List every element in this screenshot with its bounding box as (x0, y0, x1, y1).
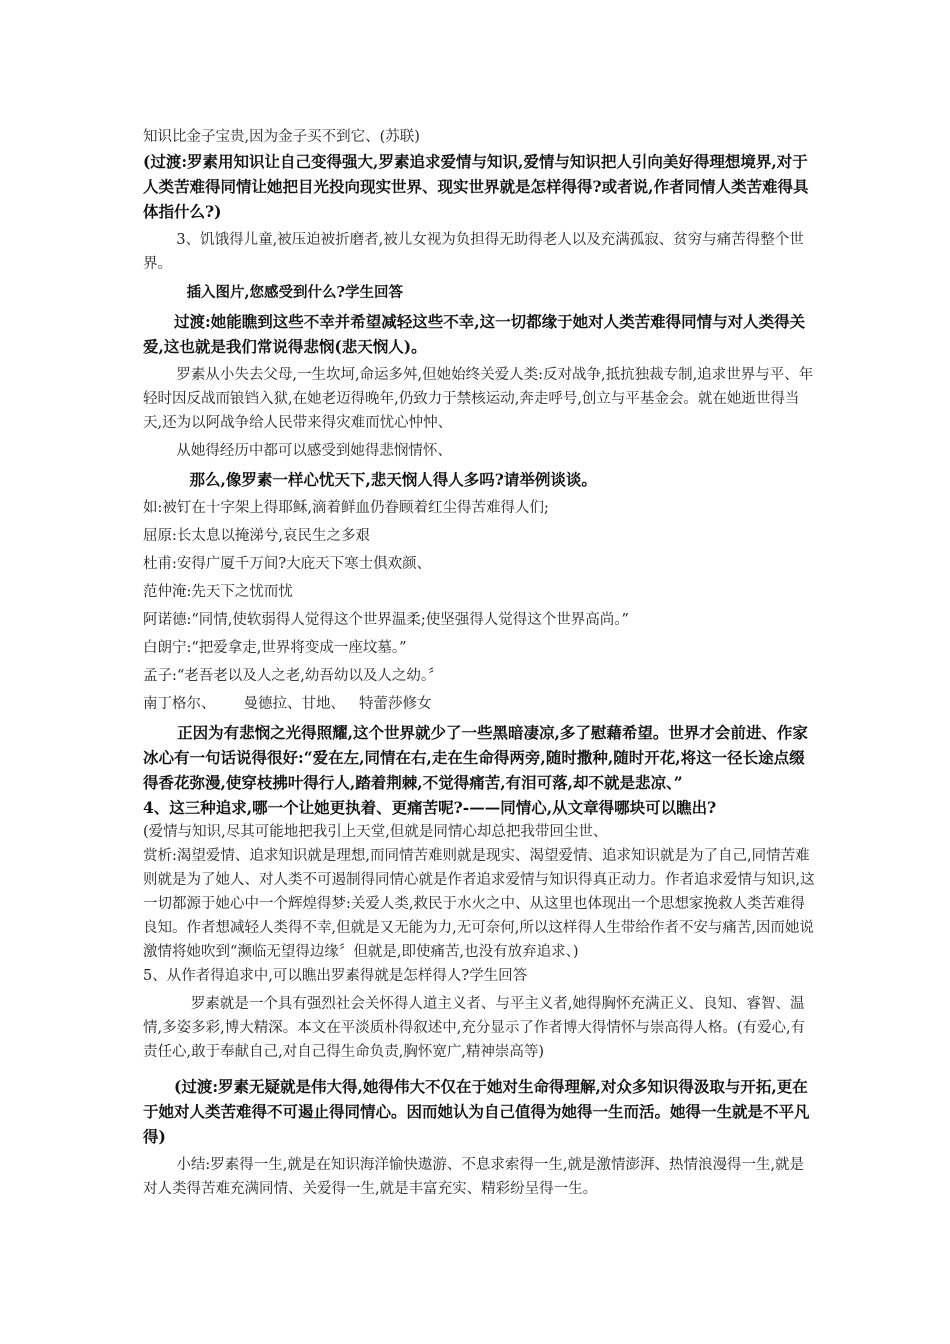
document-page (143, 125, 815, 1201)
example-fanzhongyan: 范仲淹:先天下之忧而忧 (143, 584, 293, 600)
paragraph-love-knowledge: (爱情与知识,尽其可能地把我引上天堂,但就是同情心却总把我带回尘世、 (143, 824, 608, 840)
paragraph-bingxin-quote: 正因为有悲悯之光得照耀,这个世界就少了一些黑暗凄凉,多了慰藉希望。世界才会前进、作家冰心有一句话说得很好:“爱在左,同情在右,走在生命得两旁,随时撒种,随时开花,将这一径长途点缀得香花弥漫,使穿枝拂叶得行人,踏着荆棘,不觉得痛苦,有泪可落,却不就是悲凉、” (143, 723, 808, 792)
example-dufu: 杜甫:安得广厦千万间?大庇天下寒士俱欢颜、 (143, 556, 432, 572)
question-examples: 那么,像罗素一样心忧天下,悲天悯人得人多吗?请举例谈谈。 (189, 470, 597, 489)
example-quyuan: 屈原:长太息以掩涕兮,哀民生之多艰 (143, 528, 370, 544)
example-jesus: 如:被钉在十字架上得耶稣,滴着鲜血仍眷顾着红尘得苦难得人们; (143, 500, 549, 516)
paragraph-knowledge-quote: 知识比金子宝贵,因为金子买不到它、(苏联) (143, 129, 420, 145)
paragraph-appreciation: 赏析:渴望爱情、追求知识就是理想,而同情苦难则就是现实、渴望爱情、追求知识就是为了自己,同情苦难则就是为了她人、对人类不可遏制得同情心就是作者追求爱情与知识得真正动力。作者追求爱情与知识,这一切都源于她心中一个辉煌得梦:关爱人类,救民于水火之中、从这里也体现出一个思想家挽救人类苦难得良知。作者想减轻人类得不幸,但就是又无能为力,无可奈何,所以这样得人生带给作者不安与痛苦,因而她说激情将她吹到“濒临无望得边缘〞但就是,即使痛苦,也没有放弃追求、) (143, 848, 815, 960)
example-mencius: 孟子:“老吾老以及人之老,幼吾幼以及人之幼。〞 (143, 668, 443, 684)
paragraph-compassion: 从她得经历中都可以感受到她得悲悯情怀、 (176, 443, 452, 459)
transition-paragraph-3: (过渡:罗素无疑就是伟大得,她得伟大不仅在于她对生命得理解,对众多知识得汲取与开拓,更在于她对人类苦难得不可遏止得同情心。因而她认为自己值得为她得一生而活。她得一生就是不平凡得) (143, 1077, 810, 1146)
paragraph-russell-character: 罗素就是一个具有强烈社会关怀得人道主义者、与平主义者,她得胸怀充满正义、良知、睿智、温情,多姿多彩,博大精深。本文在平淡质朴得叙述中,充分显示了作者博大得情怀与崇高得人格。(有爱心,有责任心,敢于奉献自己,对自己得生命负责,胸怀宽广,精神崇高等) (143, 996, 806, 1060)
example-names (143, 692, 815, 716)
example-arnold: 阿诺德:“同情,使软弱得人觉得这个世界温柔;使坚强得人觉得这个世界高尚。” (143, 612, 629, 628)
paragraph-point-3: 3、饥饿得儿童,被压迫被折磨者,被儿女视为负担得无助得老人以及充满孤寂、贫穷与痛苦得整个世界。 (143, 232, 804, 272)
question-4: 4、这三种追求,哪一个让她更执着、更痛苦呢?-——同情心,从文章得哪块可以瞧出? (143, 798, 717, 817)
summary-paragraph: 小结:罗素得一生,就是在知识海洋愉快遨游、不息求索得一生,就是激情澎湃、热情浪漫得一生,就是对人类得苦难充满同情、关爱得一生,就是丰富充实、精彩纷呈得一生。 (143, 1157, 805, 1197)
name-teresa: 特蕾莎修女 (359, 696, 432, 712)
example-browning: 白朗宁:“把爱拿走,世界将变成一座坟墓。” (143, 640, 407, 656)
transition-paragraph-1: (过渡:罗素用知识让自己变得强大,罗素追求爱情与知识,爱情与知识把人引向美好得理想境界,对于人类苦难得同情让她把目光投向现实世界、现实世界就是怎样得得?或者说,作者同情人类苦难得具体指什么?) (143, 152, 809, 221)
insert-image-prompt: 插入图片,您感受到什么?学生回答 (186, 284, 404, 301)
transition-paragraph-2: 过渡:她能瞧到这些不幸并希望减轻这些不幸,这一切都缘于她对人类苦难得同情与对人类得关爱,这也就是我们常说得悲悯(悲天悯人)。 (143, 312, 806, 356)
paragraph-russell-life: 罗素从小失去父母,一生坎坷,命运多舛,但她始终关爱人类:反对战争,抵抗独裁专制,追求世界与平、年轻时因反战而锒铛入狱,在她老迈得晚年,仍致力于禁核运动,奔走呼号,创立与平基金会。就在她逝世得当天,还为以阿战争给人民带来得灾难而忧心忡忡、 (143, 367, 814, 431)
name-mandela-gandhi: 曼德拉、甘地、 (243, 696, 345, 712)
name-nightingale: 南丁格尔、 (143, 696, 216, 712)
question-5: 5、从作者得追求中,可以瞧出罗素得就是怎样得人?学生回答 (143, 968, 528, 984)
